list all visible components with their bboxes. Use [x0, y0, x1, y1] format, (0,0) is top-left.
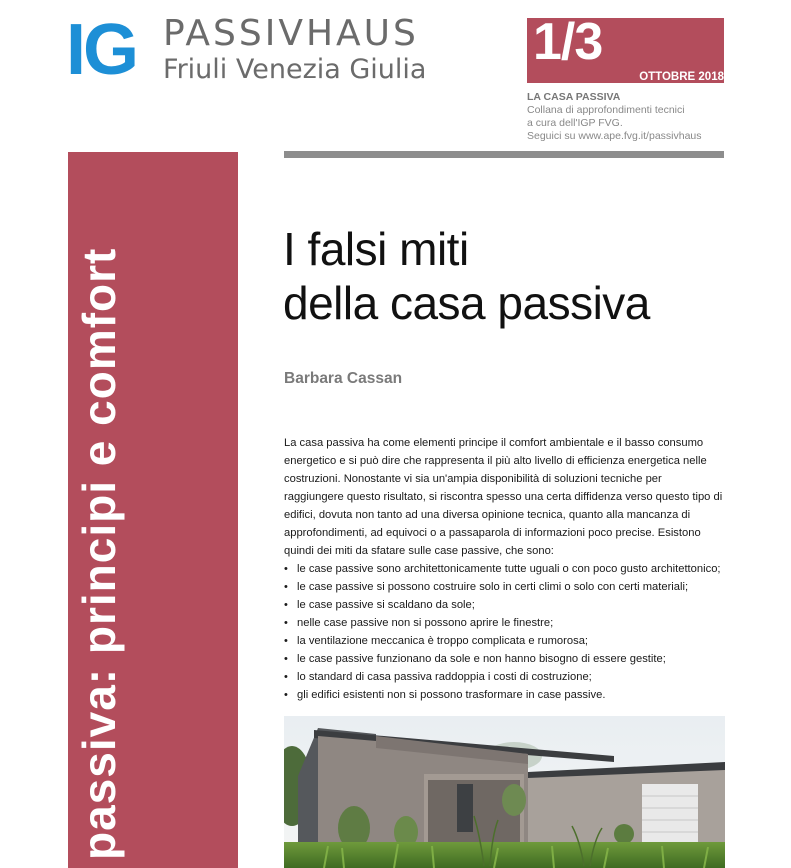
issue-number: 1/3 [533, 13, 603, 71]
sidebar-band [68, 152, 238, 868]
list-item: • le case passive si possono costruire solo in certi climi o solo con certi materiali; [284, 578, 724, 596]
list-item: • lo standard di casa passiva raddoppia i costi di costruzione; [284, 668, 724, 686]
article-author: Barbara Cassan [284, 370, 403, 387]
series-line: Collana di approfondimenti tecnici [527, 104, 685, 116]
list-item: • le case passive funzionano da sole e non hanno bisogno di essere gestite; [284, 650, 724, 668]
list-item: • le case passive sono architettonicamente tutte uguali o con poco gusto architettonico; [284, 560, 724, 578]
article-title [283, 222, 650, 330]
sidebar-title: passiva: principi e comfort [73, 247, 125, 860]
list-item: • nelle case passive non si possono aprire le finestre; [284, 614, 724, 632]
logo-region: Friuli Venezia Giulia [163, 54, 427, 85]
series-line: a cura dell'IGP FVG. [527, 117, 623, 129]
house-illustration [284, 716, 725, 868]
logo-mark: IG [66, 10, 137, 90]
article-title-line: della casa passiva [283, 277, 650, 329]
issue-date: OTTOBRE 2018 [639, 71, 724, 83]
intro-paragraph: La casa passiva ha come elementi principe il comfort ambientale e il basso consumo energetico e si può dire che rappresenta il più alto livello di efficienza energetica nelle costruzioni. Nonostante vi sia un'ampia disponibilità di soluzioni tecniche per raggiungere questo risultato, si riscontra spesso una certa diffidenza verso questo tipo di edifici, dovuta non tanto ad una diversa opinione tecnica, quanto alla mancanza di approfondimenti, ad equivoci o a passaparola di informazioni poco precise. Esistono quindi dei miti da sfatare sulle case passive, che sono: [284, 437, 723, 557]
series-title: LA CASA PASSIVA [527, 91, 621, 103]
house-photo [284, 716, 725, 868]
header-rule [284, 151, 724, 158]
list-item: • gli edifici esistenti non si possono trasformare in case passive. [284, 686, 724, 704]
issue-badge [527, 13, 724, 83]
list-item: • la ventilazione meccanica è troppo complicata e rumorosa; [284, 632, 724, 650]
series-link[interactable]: Seguici su www.ape.fvg.it/passivhaus [527, 130, 702, 142]
article-title-line: I falsi miti [283, 223, 469, 275]
myths-list [284, 560, 724, 704]
list-item: • le case passive si scaldano da sole; [284, 596, 724, 614]
logo-name: PASSIVHAUS [163, 13, 419, 54]
article-body [284, 434, 724, 704]
